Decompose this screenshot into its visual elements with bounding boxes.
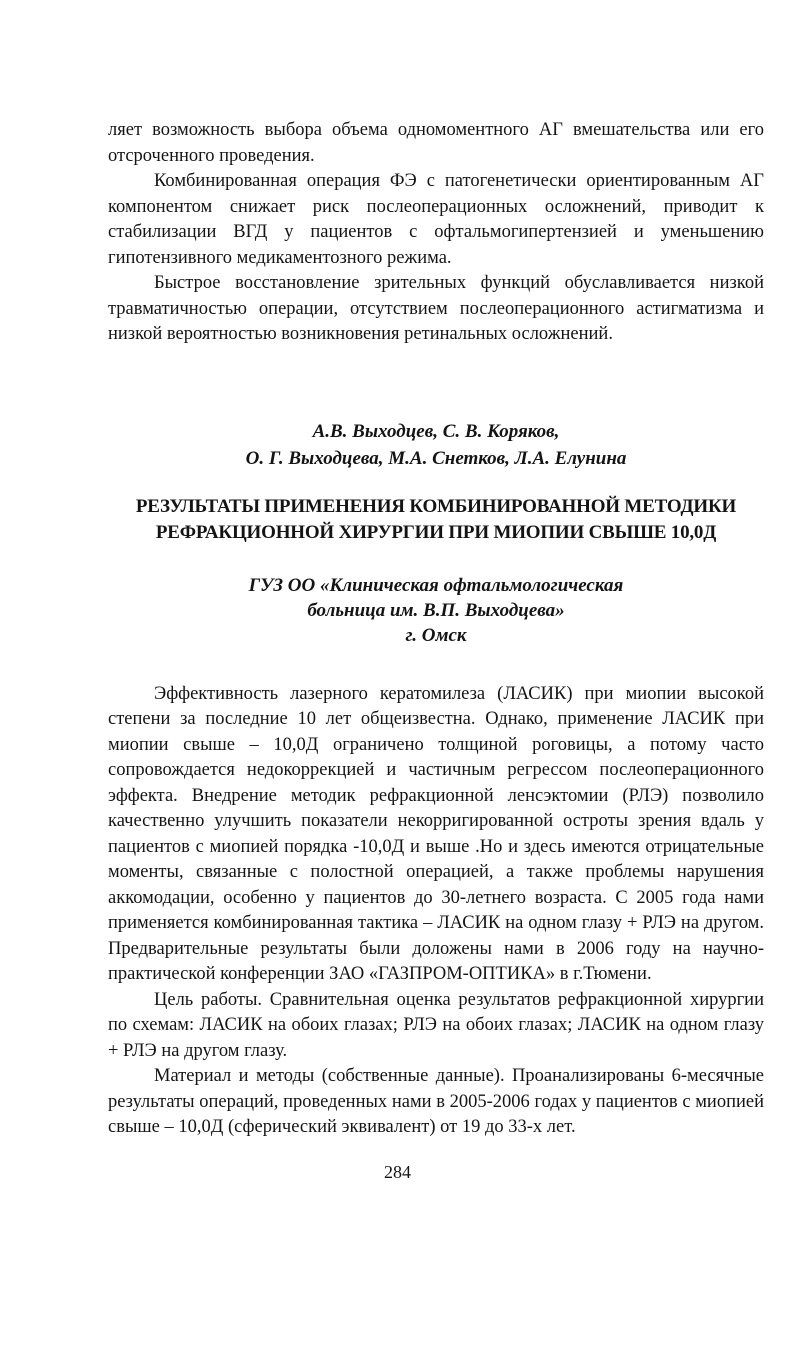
title-line: РЕФРАКЦИОННОЙ ХИРУРГИИ ПРИ МИОПИИ СВЫШЕ 10,0Д xyxy=(155,521,717,543)
body-paragraph: Цель работы. Сравнительная оценка результатов рефракционной хирургии по схемам: ЛАСИК на обоих глазах; РЛЭ на обоих глазах; ЛАСИК на одном глазу + РЛЭ на другом глазу. xyxy=(108,989,764,1061)
affiliation-line: больница им. В.П. Выходцева» xyxy=(307,599,565,621)
article-body xyxy=(108,682,764,1141)
body-paragraph: Эффективность лазерного кератомилеза (ЛАСИК) при миопии высокой степени за последние 10 лет общеизвестна. Однако, применение ЛАСИК при миопии свыше – 10,0Д ограничено толщиной роговицы, а потому часто сопровождается недокоррекцией и частичным регрессом послеоперационного эффекта. Внедрение методик рефракционной ленсэктомии (РЛЭ) позволило качественно улучшить показатели некорригированной остроты зрения вдаль у пациентов с миопией порядка -10,0Д и выше .Но и здесь имеются отрицательные моменты, связанные с полостной операцией, а также проблемы нарушения аккомодации, особенно у пациентов до 30-летнего возраста. С 2005 года нами применяется комбинированная тактика – ЛАСИК на одном глазу + РЛЭ на другом. Предварительные результаты были доложены нами в 2006 году на научно-практической конференции ЗАО «ГАЗПРОМ-ОПТИКА» в г.Тюмени. xyxy=(108,683,764,984)
article-affiliation xyxy=(108,573,764,648)
article-authors xyxy=(108,418,764,472)
page-number: 284 xyxy=(384,1162,411,1182)
affiliation-line: ГУЗ ОО «Клиническая офтальмологическая xyxy=(248,574,624,596)
article-title xyxy=(108,494,764,546)
authors-line: О. Г. Выходцева, М.А. Снетков, Л.А. Елунина xyxy=(245,447,627,469)
intro-paragraph: ляет возможность выбора объема одномоментного АГ вмешательства или его отсроченного проведения. xyxy=(108,120,764,166)
title-line: РЕЗУЛЬТАТЫ ПРИМЕНЕНИЯ КОМБИНИРОВАННОЙ МЕТОДИКИ xyxy=(135,495,737,517)
page-content xyxy=(108,118,764,1141)
authors-line: А.В. Выходцев, С. В. Коряков, xyxy=(312,420,560,442)
body-paragraph: Материал и методы (собственные данные). Проанализированы 6-месячные результаты операций, проведенных нами в 2005-2006 годах у пациентов с миопией свыше – 10,0Д (сферический эквивалент) от 19 до 33-х лет. xyxy=(108,1066,764,1137)
intro-paragraph: Комбинированная операция ФЭ с патогенетически ориентированным АГ компонентом снижает риск послеоперационных осложнений, приводит к стабилизации ВГД у пациентов с офтальмогипертензией и уменьшению гипотензивного медикаментозного режима. xyxy=(108,171,764,268)
affiliation-city: г. Омск xyxy=(405,624,467,646)
intro-paragraph: Быстрое восстановление зрительных функций обуславливается низкой травматичностью операции, отсутствием послеоперационного астигматизма и низкой вероятностью возникновения ретинальных осложнений. xyxy=(108,273,764,344)
